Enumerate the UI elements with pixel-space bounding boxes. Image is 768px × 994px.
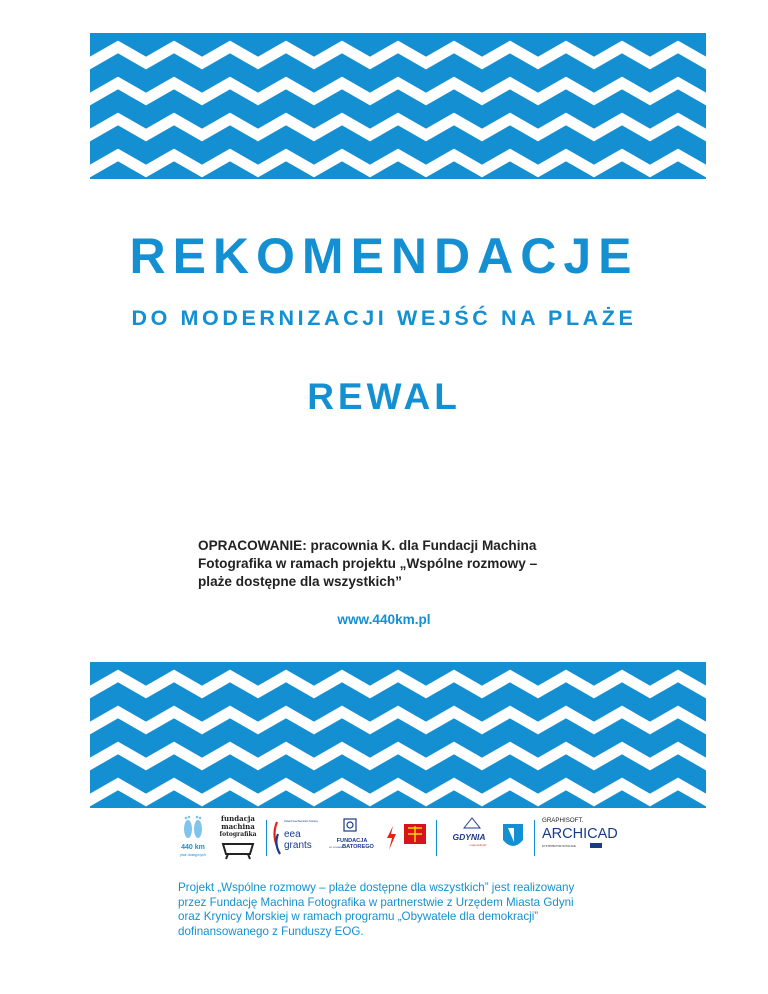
machina-logo-line: fundacja [221, 814, 255, 823]
440km-logo-caption: plaż dostępnych [180, 853, 206, 857]
distributor-mark-icon [590, 843, 602, 848]
krynica-morska-logo [400, 812, 430, 864]
gdynia-sail-icon [464, 818, 480, 828]
fundacja-batorego-logo [322, 812, 378, 864]
eea-countries: Iceland Liechtenstein Norway [284, 820, 318, 823]
batory-emblem-icon [344, 819, 356, 831]
graphisoft-archicad-logo [540, 812, 630, 864]
bathtub-icon [223, 844, 253, 859]
gdynia-slogan: moja wolność [469, 843, 487, 847]
machina-logo-line: fotografika [219, 831, 257, 838]
lightning-icon [387, 826, 396, 850]
credits-line: Fotografika w ramach projektu „Wspólne rozmowy – [198, 556, 538, 571]
eea-ribbon-icon [276, 834, 280, 854]
chevron-pattern-top [90, 33, 706, 179]
credits-line: OPRACOWANIE: pracownia K. dla Fundacji Machina [198, 538, 537, 553]
archicad-distributor: DYSTRYBUTOR W POLSCE [542, 845, 576, 848]
page-subtitle: DO MODERNIZACJI WEJŚĆ NA PLAŻE [131, 306, 637, 330]
bolt-logo [384, 812, 398, 864]
footer-line: przez Fundację Machina Fotografika w partnerstwie z Urzędem Miasta Gdyni [178, 895, 574, 909]
footer-line: dofinansowanego z Funduszy EOG. [178, 924, 364, 938]
machina-fotografika-logo [218, 812, 258, 864]
eea-grants-logo [272, 812, 318, 864]
footer-line: Projekt „Wspólne rozmowy – plaże dostępne dla wszystkich” jest realizowany [178, 881, 575, 894]
440km-logo-title: 440 km [181, 844, 205, 851]
footprints-icon [184, 816, 202, 838]
credits-line: plaże dostępne dla wszystkich” [198, 574, 402, 589]
sponsor-logos [178, 812, 630, 864]
project-funding-note [178, 881, 638, 939]
graphisoft-text: GRAPHISOFT. [542, 817, 584, 824]
batory-logo-line: BATOREGO [342, 844, 374, 850]
page-title: REKOMENDACJE [129, 228, 639, 284]
city-crest-logo [500, 812, 526, 864]
batory-logo-line: FUNDACJA [336, 838, 368, 844]
website-link[interactable]: www.440km.pl [337, 612, 431, 627]
city-title: REWAL [307, 376, 461, 417]
footer-line: oraz Krynicy Morskiej w ramach programu „Obywatele dla demokracji” [178, 910, 539, 923]
credits-text [198, 537, 598, 591]
archicad-text: ARCHICAD [542, 826, 618, 842]
eea-logo-line: grants [284, 840, 312, 851]
batory-logo-small: IM. STEFANA [329, 847, 343, 849]
gdynia-logo [442, 812, 496, 864]
chevron-pattern-bottom [90, 662, 706, 808]
440km-logo [178, 812, 208, 864]
eea-logo-line: eea [284, 829, 301, 840]
machina-logo-line: machina [221, 822, 255, 831]
gdynia-logo-text: GDYNIA [452, 832, 486, 842]
